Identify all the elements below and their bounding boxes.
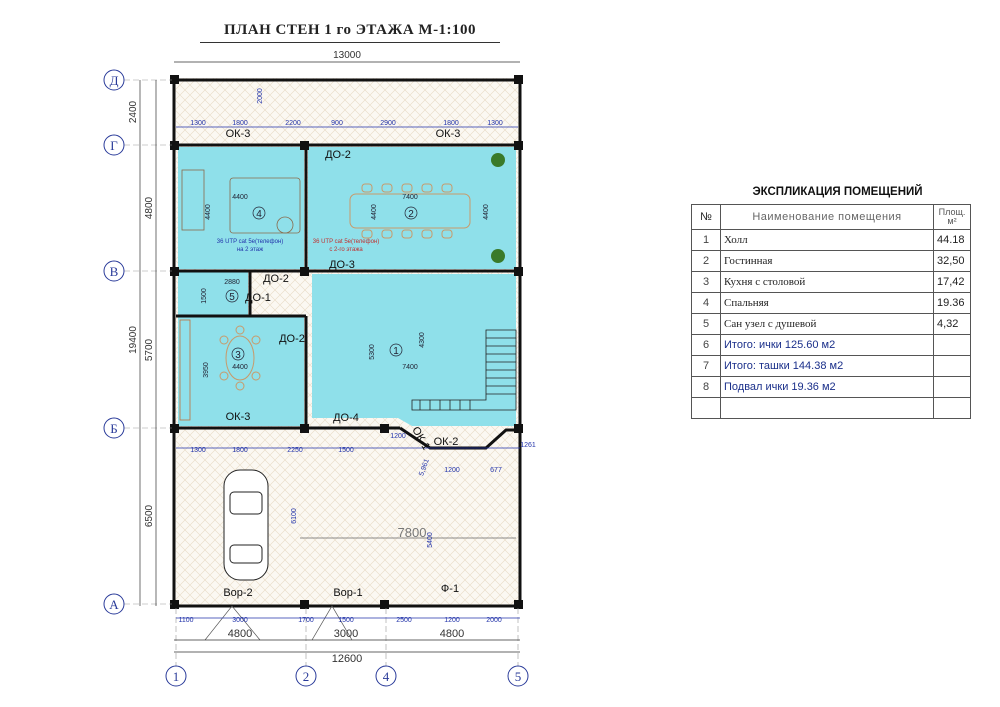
- dim-mid-opening-6: 1200: [390, 433, 406, 440]
- room-hall: [312, 274, 516, 426]
- axis-label-1: 1: [172, 669, 180, 684]
- explication-table: [691, 204, 971, 419]
- row-num: 2: [692, 251, 721, 272]
- row-name: Сан узел с душевой: [721, 314, 934, 335]
- dim-bottom-opening-3: 1700: [298, 617, 314, 624]
- axis-label-a: А: [109, 597, 119, 612]
- dim-left-seg-4: 6500: [144, 504, 155, 528]
- cable-note-1b: на 2 этаж: [236, 247, 264, 253]
- dim-bottom-total: 12600: [331, 653, 363, 665]
- drawing-title: ПЛАН СТЕН 1 го ЭТАЖА М-1:100: [223, 22, 477, 38]
- row-area: [934, 398, 971, 419]
- bedroom-width: 4400: [232, 194, 248, 201]
- row-area: [934, 335, 971, 356]
- row-num: 4: [692, 293, 721, 314]
- door-label-do1: ДО-1: [245, 292, 271, 304]
- dim-bottom-opening-4: 1500: [338, 617, 354, 624]
- axis-label-4: 4: [382, 669, 390, 684]
- room-number-3: 3: [235, 350, 241, 361]
- row-name: Спальняя: [721, 293, 934, 314]
- table-row: [692, 398, 971, 419]
- table-row: [692, 377, 971, 398]
- row-name: Подвал ички 19.36 м2: [721, 377, 934, 398]
- cable-note-2b: с 2-го этажа: [329, 247, 363, 253]
- dim-bottom-opening-2: 3000: [232, 617, 248, 624]
- dim-bottom-opening-5: 2500: [396, 617, 412, 624]
- window-label-ok2: ОК-2: [433, 436, 459, 448]
- header-area: [934, 205, 971, 230]
- door-label-do2-b: ДО-2: [263, 273, 289, 285]
- living-width: 7400: [402, 194, 418, 201]
- dim-garage-width: 7800: [397, 525, 427, 540]
- axis-label-v: В: [109, 264, 119, 279]
- dim-mid-opening-2: 1800: [232, 447, 248, 454]
- row-num: [692, 398, 721, 419]
- axis-label-d: Д: [109, 73, 119, 88]
- dim-side-3: 677: [490, 467, 502, 474]
- dim-top-opening-3: 2200: [285, 120, 301, 127]
- room-number-5: 5: [229, 292, 235, 303]
- door-label-do2-c: ДО-2: [279, 333, 305, 345]
- row-area: 17,42: [934, 272, 971, 293]
- living-height-2: 4400: [483, 204, 490, 220]
- header-area-unit: м²: [947, 216, 957, 226]
- door-label-do3: ДО-3: [329, 259, 355, 271]
- table-row: [692, 272, 971, 293]
- row-area: 4,32: [934, 314, 971, 335]
- header-name: Наименование помещения: [721, 205, 934, 230]
- axis-label-b: Б: [110, 421, 118, 436]
- room-number-2: 2: [408, 209, 414, 220]
- dim-mid-opening-4: 1500: [338, 447, 354, 454]
- window-label-ok3-a: ОК-3: [225, 128, 251, 140]
- row-area: 32,50: [934, 251, 971, 272]
- dim-mid-opening-5: 1200: [444, 467, 460, 474]
- row-num: 3: [692, 272, 721, 293]
- row-name: [721, 398, 934, 419]
- gate-label-vor1: Вор-1: [333, 587, 363, 599]
- room-number-4: 4: [256, 209, 262, 220]
- explication-header: [692, 205, 971, 230]
- row-name: Холл: [721, 230, 934, 251]
- row-area: 44.18: [934, 230, 971, 251]
- dim-garage-depth: 6100: [291, 508, 298, 524]
- cable-note-1: 36 UTP cat 5e(телефон): [216, 239, 284, 245]
- gate-label-vor2: Вор-2: [223, 587, 253, 599]
- table-row: [692, 335, 971, 356]
- dim-left-seg-3: 5700: [144, 338, 155, 362]
- living-height: 4400: [371, 204, 378, 220]
- dim-mid-opening-3: 2250: [287, 447, 303, 454]
- table-row: [692, 293, 971, 314]
- table-row: [692, 230, 971, 251]
- facade-label: Ф-1: [440, 583, 460, 595]
- axis-label-2: 2: [302, 669, 310, 684]
- row-num: 6: [692, 335, 721, 356]
- table-row: [692, 356, 971, 377]
- dim-bottom-axis-1: 4800: [227, 628, 253, 640]
- header-area-label: Площ.: [938, 207, 966, 217]
- dim-top-opening-6: 1800: [443, 120, 459, 127]
- dim-top-opening-2: 1800: [232, 120, 248, 127]
- row-name: Кухня с столовой: [721, 272, 934, 293]
- table-row: [692, 251, 971, 272]
- dim-mid-opening-1: 1300: [190, 447, 206, 454]
- door-label-do4: ДО-4: [333, 412, 359, 424]
- kitchen-width: 4400: [232, 364, 248, 371]
- row-num: 1: [692, 230, 721, 251]
- dim-left-total: 19400: [128, 326, 139, 354]
- dim-top-opening-7: 1300: [487, 120, 503, 127]
- room-number-1: 1: [393, 346, 399, 357]
- row-num: 8: [692, 377, 721, 398]
- row-num: 5: [692, 314, 721, 335]
- row-area: 19.36: [934, 293, 971, 314]
- row-name: Итого: ташки 144.38 м2: [721, 356, 934, 377]
- row-name: Итого: ички 125.60 м2: [721, 335, 934, 356]
- row-area: [934, 356, 971, 377]
- dim-side-4: 5,961: [418, 458, 431, 477]
- window-label-ok1: ОК-1: [409, 424, 432, 453]
- bedroom-height: 4400: [205, 204, 212, 220]
- dim-bottom-axis-3: 4800: [439, 628, 465, 640]
- kitchen-height: 3950: [203, 362, 210, 378]
- dim-bottom-opening-1: 1100: [178, 617, 194, 624]
- explication-title: ЭКСПЛИКАЦИЯ ПОМЕЩЕНИЙ: [752, 186, 923, 198]
- bath-dim: 2880: [224, 279, 240, 286]
- hall-height: 5300: [369, 344, 376, 360]
- dim-left-seg-2: 4800: [144, 196, 155, 220]
- dim-hall-depth: 5400: [427, 532, 434, 548]
- bath-dim-2: 1500: [201, 288, 208, 304]
- dim-top-opening-4: 900: [331, 120, 343, 127]
- dim-bottom-opening-7: 2000: [486, 617, 502, 624]
- row-name: Гостинная: [721, 251, 934, 272]
- cable-note-2: 36 UTP cat 5e(телефон): [312, 239, 380, 245]
- row-num: 7: [692, 356, 721, 377]
- dim-top-opening-5: 2900: [380, 120, 396, 127]
- axis-label-g: Г: [110, 138, 118, 153]
- window-label-ok3-b: ОК-3: [435, 128, 461, 140]
- row-area: [934, 377, 971, 398]
- dim-top-total: 13000: [333, 50, 361, 61]
- window-label-ok3-c: ОК-3: [225, 411, 251, 423]
- door-label-do2-a: ДО-2: [325, 149, 351, 161]
- dim-left-seg-1: 2400: [128, 100, 139, 124]
- dim-bottom-axis-2: 3000: [333, 628, 359, 640]
- dim-top-opening-1: 1300: [190, 120, 206, 127]
- dim-bottom-opening-6: 1200: [444, 617, 460, 624]
- dim-side-1: 2000: [257, 88, 264, 104]
- hall-height-2: 4300: [419, 332, 426, 348]
- header-num: №: [692, 205, 721, 230]
- axis-label-5: 5: [514, 669, 522, 684]
- dim-side-2: 1261: [520, 442, 536, 449]
- table-row: [692, 314, 971, 335]
- car-icon: [224, 470, 268, 580]
- hall-width: 7400: [402, 364, 418, 371]
